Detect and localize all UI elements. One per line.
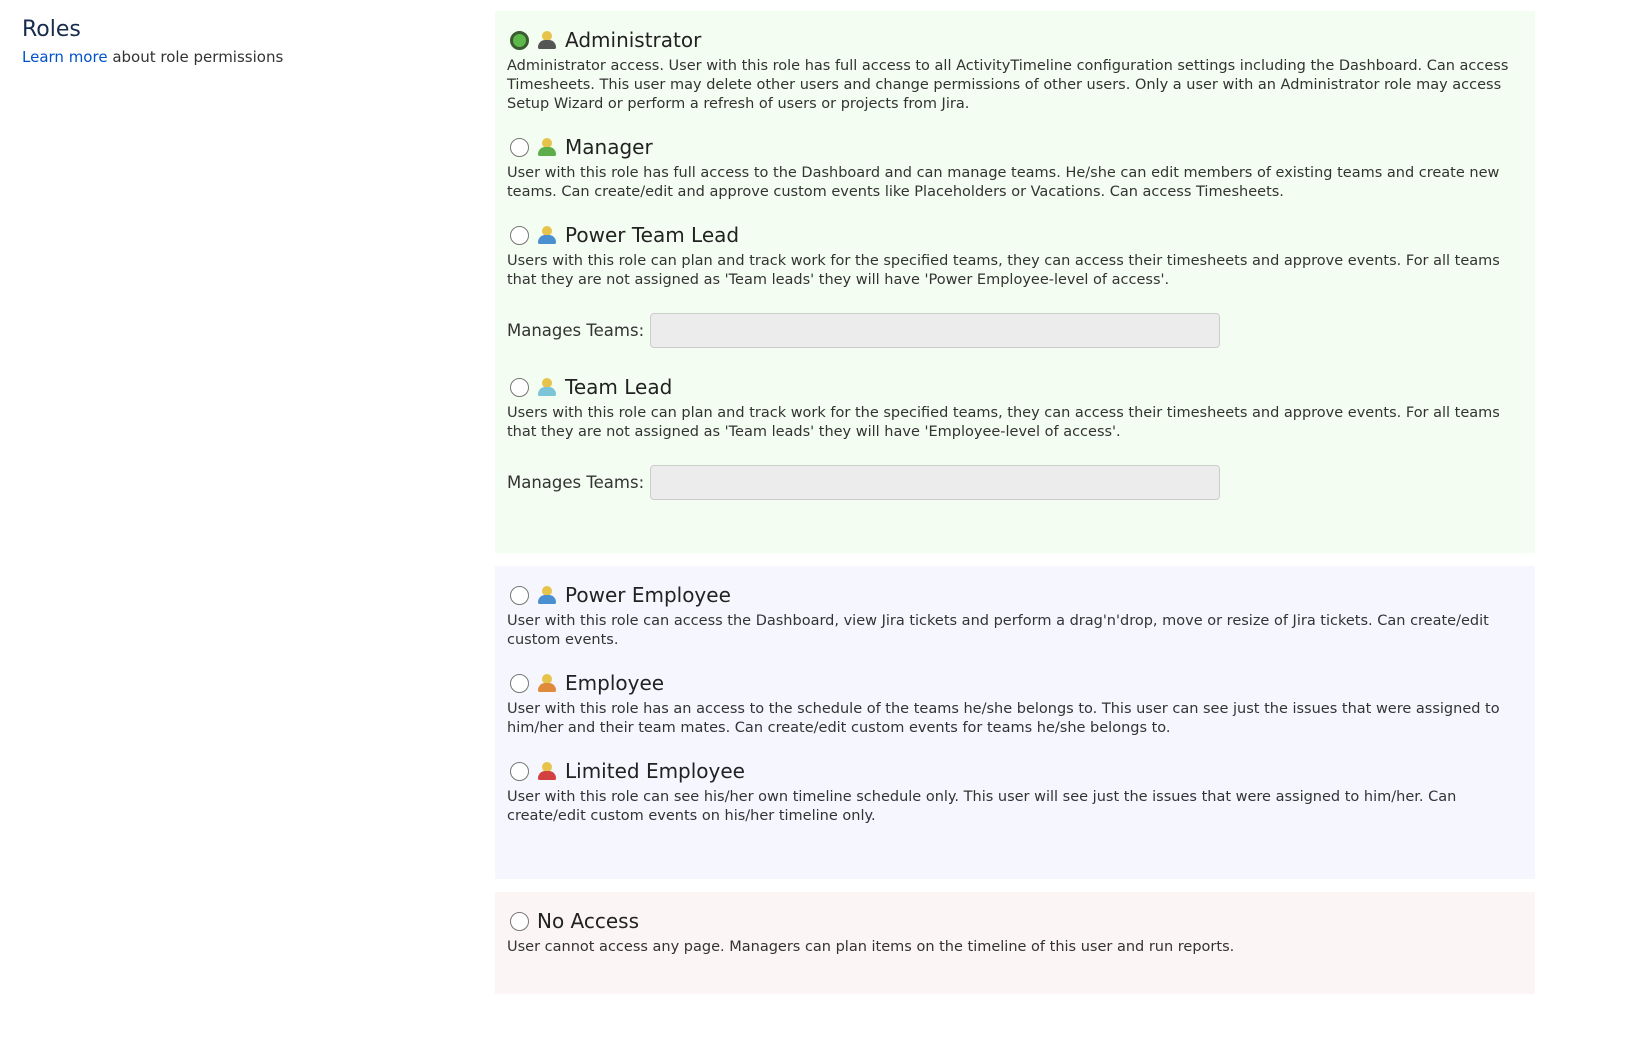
user-icon bbox=[537, 673, 557, 693]
power-team-lead-manages-teams-input[interactable] bbox=[650, 313, 1220, 348]
user-icon bbox=[537, 377, 557, 397]
role-radio-power-team-lead[interactable] bbox=[510, 226, 529, 245]
role-radio-employee[interactable] bbox=[510, 674, 529, 693]
user-icon bbox=[537, 225, 557, 245]
no-access-panel bbox=[495, 892, 1535, 994]
role-radio-administrator[interactable] bbox=[510, 31, 529, 50]
user-icon bbox=[537, 585, 557, 605]
role-power-team-lead: Power Team Lead Users with this role can plan and track work for the specified teams, they can access their timesheets and approve events. For all teams that they are not assigned as 'Team leads' they will have 'Power Employee-level of access'. Manages Teams: bbox=[507, 222, 1523, 348]
role-power-employee: Power Employee User with this role can access the Dashboard, view Jira tickets and perform a drag'n'drop, move or resize of Jira tickets. Can create/edit custom events. bbox=[507, 583, 1489, 648]
employee-roles-panel bbox=[495, 566, 1535, 879]
role-radio-team-lead[interactable] bbox=[510, 378, 529, 397]
user-icon bbox=[537, 137, 557, 157]
role-employee: Employee User with this role has an access to the schedule of the teams he/she belongs to. This user can see just the issues that were assigned to him/her and their team mates. Can create/edit custom events for teams he/she belongs to. bbox=[507, 671, 1500, 736]
role-radio-limited-employee[interactable] bbox=[510, 762, 529, 781]
learn-more-link[interactable]: Learn more bbox=[22, 48, 108, 66]
role-radio-manager[interactable] bbox=[510, 138, 529, 157]
role-manager: Manager User with this role has full access to the Dashboard and can manage teams. He/she can edit members of existing teams and create new teams. Can create/edit and approve custom events like Placeholders or Vacations. Can access Timesheets. bbox=[507, 135, 1500, 200]
user-icon bbox=[537, 30, 557, 50]
user-icon bbox=[537, 761, 557, 781]
role-radio-no-access[interactable] bbox=[510, 912, 529, 931]
sidebar bbox=[22, 17, 283, 66]
role-radio-power-employee[interactable] bbox=[510, 586, 529, 605]
team-lead-manages-teams-input[interactable] bbox=[650, 465, 1220, 500]
role-team-lead: Team Lead Users with this role can plan and track work for the specified teams, they can access their timesheets and approve events. For all teams that they are not assigned as 'Team leads' they will have 'Employee-level of access'. Manages Teams: bbox=[507, 374, 1523, 500]
role-administrator: Administrator Administrator access. User with this role has full access to all ActivityTimeline configuration settings including the Dashboard. Can access Timesheets. This user may delete other users and change permissions of other users. Only a user with an Administrator role may access Setup Wizard or perform a refresh of users or projects from Jira. bbox=[507, 28, 1509, 112]
page-title: Roles bbox=[22, 17, 81, 42]
role-limited-employee: Limited Employee User with this role can see his/her own timeline schedule only. This user will see just the issues that were assigned to him/her. Can create/edit custom events on his/her timeline only. bbox=[507, 759, 1457, 824]
admin-roles-panel bbox=[495, 11, 1535, 553]
role-no-access: No Access User cannot access any page. Managers can plan items on the timeline of this user and run reports. bbox=[507, 909, 1235, 955]
learn-more-text: Learn more about role permissions bbox=[22, 48, 284, 66]
